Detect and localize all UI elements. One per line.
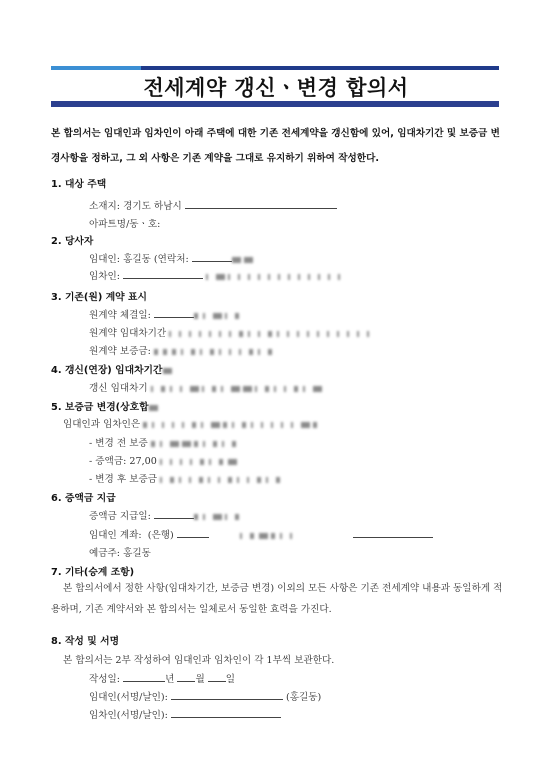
address-label: 소재지: 경기도 하남시 [89, 201, 182, 212]
redacted-deposit-sentence [143, 420, 322, 429]
original-deposit-label: 원계약 보증금: [89, 346, 151, 357]
pay-date-blank[interactable] [154, 509, 194, 519]
address-line [89, 198, 337, 212]
holder-line [89, 545, 151, 559]
original-date-line [89, 307, 244, 321]
unit-label: 아파트명/동ㆍ호: [89, 219, 161, 230]
tenant-sign-blank[interactable] [171, 708, 281, 718]
section-5-heading [51, 399, 161, 413]
redacted-tenant [206, 272, 348, 281]
section-1-heading: 1. 대상 주택 [51, 179, 107, 190]
increase-line [89, 453, 240, 467]
original-period-line [89, 325, 377, 339]
tenant-blank[interactable] [123, 269, 203, 279]
header-bar-light [51, 66, 141, 70]
succession-paragraph: 본 합의서에서 정한 사항(임대차기간, 보증금 변경) 이외의 모든 사항은 기존 전세계약 내용과 동일하게 적용하며, 기존 계약서와 본 합의서는 일체로서 동일한 효력을 가진다. [51, 583, 503, 615]
section-2-heading: 2. 당사자 [51, 236, 94, 247]
landlord-sign-line [89, 689, 321, 703]
redacted-contact [232, 255, 256, 264]
day-label: 일 [225, 674, 236, 685]
section-4-heading [51, 362, 175, 376]
increase-label: - 증액금: 27,00 [89, 456, 157, 467]
renewal-period-line [89, 380, 325, 394]
deposit-after-label: - 변경 후 보증금 [89, 474, 157, 485]
tenant-sign-label: 임차인(서명/날인): [89, 710, 168, 721]
deposit-sentence-label: 임대인과 임차인은 [63, 419, 141, 430]
account-number-blank[interactable] [353, 528, 433, 538]
signing-date-line [89, 671, 235, 685]
account-label: 임대인 계좌: [89, 530, 142, 541]
section-4-heading-text: 4. 갱신(연장) 임대차기간 [51, 365, 163, 376]
bank-label: (은행) [147, 530, 174, 541]
tenant-sign-line [89, 707, 281, 721]
intro-paragraph: 본 합의서는 임대인과 임차인이 아래 주택에 대한 기존 전세계약을 갱신함에 있어, 임대차기간 및 보증금 변경사항을 정하고, 그 외 사항은 기존 계약을 그대로 유지하기 위하여 작성한다. [51, 128, 500, 164]
redacted-deposit-before [151, 439, 241, 448]
day-blank[interactable] [208, 672, 226, 682]
redacted-renewal-period [151, 384, 325, 393]
section-6-heading: 6. 증액금 지급 [51, 493, 116, 504]
address-blank[interactable] [185, 199, 337, 209]
copies-text: 본 합의서는 2부 작성하여 임대인과 임차인이 각 1부씩 보관한다. [63, 655, 335, 666]
section-3-heading: 3. 기존(원) 계약 표시 [51, 292, 147, 303]
unit-line [89, 216, 160, 230]
landlord-sign-label: 임대인(서명/날인): [89, 692, 168, 703]
holder-label: 예금주: 홍길동 [89, 548, 151, 559]
year-label: 년 [165, 674, 175, 685]
redacted-original-deposit [154, 347, 277, 356]
bank-blank[interactable] [177, 528, 209, 538]
redacted-account [240, 531, 300, 540]
redacted-deposit-after [160, 475, 285, 484]
original-deposit-line [89, 343, 277, 357]
landlord-sign-name: (홍길동) [285, 692, 322, 703]
deposit-sentence-line [63, 416, 322, 430]
pay-date-label: 증액금 지급일: [89, 511, 151, 522]
redacted-heading-4 [163, 366, 175, 375]
pay-date-line [89, 508, 244, 522]
landlord-label: 임대인: 홍길동 (연락처: [89, 254, 189, 265]
copies-line [63, 652, 334, 666]
landlord-line [89, 251, 256, 265]
section-8-heading: 8. 작성 및 서명 [51, 636, 120, 647]
section-5-heading-text: 5. 보증금 변경(상호합 [51, 402, 149, 413]
original-date-label: 원계약 체결일: [89, 310, 151, 321]
document-title: 전세계약 갱신ㆍ변경 합의서 [143, 76, 409, 100]
year-blank[interactable] [123, 672, 165, 682]
renewal-period-label: 갱신 임대차기 [89, 383, 148, 394]
original-date-blank[interactable] [154, 308, 194, 318]
redacted-pay-date [194, 512, 244, 521]
redacted-heading-5 [149, 403, 161, 412]
redacted-original-date [194, 311, 244, 320]
landlord-sign-blank[interactable] [171, 690, 283, 700]
deposit-before-line [89, 435, 241, 449]
month-blank[interactable] [177, 672, 195, 682]
redacted-original-period [169, 329, 377, 338]
deposit-before-label: - 변경 전 보증 [89, 438, 148, 449]
tenant-line [89, 268, 348, 282]
redacted-increase [160, 457, 240, 466]
deposit-after-line [89, 471, 285, 485]
original-period-label: 원계약 임대차기간 [89, 328, 167, 339]
section-7-heading: 7. 기타(승계 조항) [51, 567, 135, 578]
signing-date-label: 작성일: [89, 674, 121, 685]
account-line [89, 527, 433, 541]
title-underline-bar [51, 101, 499, 107]
month-label: 월 [195, 674, 205, 685]
landlord-contact-blank[interactable] [192, 252, 232, 262]
tenant-label: 임차인: [89, 271, 121, 282]
